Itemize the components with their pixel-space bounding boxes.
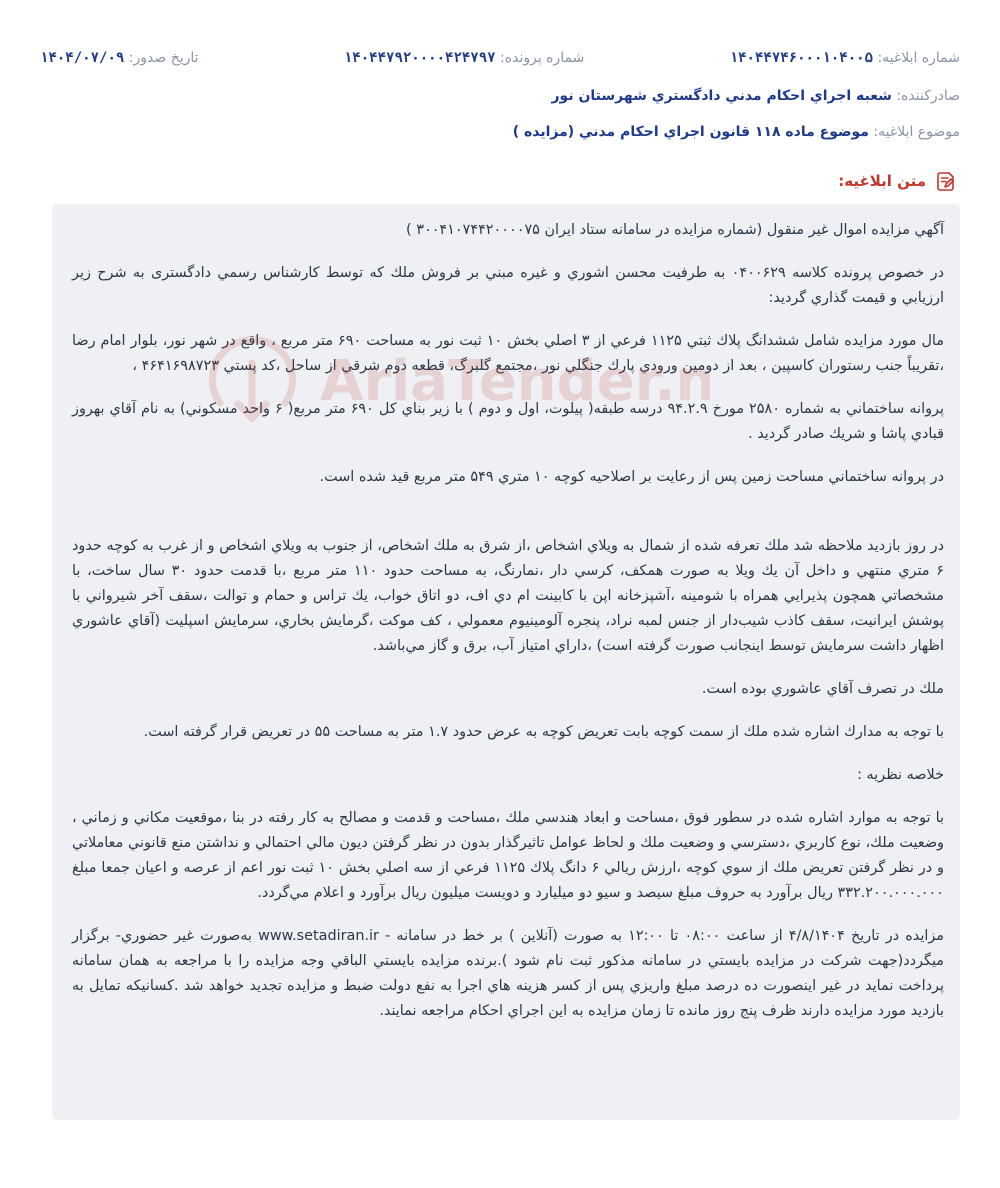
issue-date-label: تاريخ صدور:: [128, 50, 199, 66]
notice-paragraph: پروانه ساختماني به شماره ۲۵۸۰ مورخ ۹۴.۲.۹ درسه طبقه( پيلوت، اول و دوم ) با زير بناي كل ۶۹۰ متر مربع( ۶ واحد مسكوني) به نام آقاي بهروز قبادي پاشا و شريك صادر گرديد .: [72, 401, 944, 442]
notice-number-label: شماره ابلاغيه:: [877, 50, 960, 66]
issue-date-value: ۱۴۰۴/۰۷/۰۹: [40, 50, 125, 66]
notice-number-field: [730, 46, 960, 70]
case-number-label: شماره پرونده:: [500, 50, 585, 66]
issuer-label: صادرکننده:: [896, 88, 960, 104]
case-number-value: ۱۴۰۴۴۷۹۲۰۰۰۰۴۲۴۷۹۷: [343, 50, 496, 66]
notice-paragraph: مال مورد مزايده شامل ششدانگ پلاك ثبتي ۱۱۲۵ فرعي از ۳ اصلي بخش ۱۰ ثبت نور به مساحت ۶۹۰ متر مربع ، واقع در شهر نور، بلوار امام رضا ،تقريباً جنب رستوران كاسپين ، بعد از دومين ورودي پارك جنگلي نور ،مجتمع گلبرگ، قطعه دوم شرقي از ساحل ،كد پستي ۴۶۴۱۶۹۸۷۲۳ ،: [72, 333, 944, 374]
case-number-field: [344, 46, 585, 70]
subject-value: موضوع ماده ۱۱۸ قانون اجراي احكام مدني (مزايده ): [512, 124, 869, 140]
issue-date-field: [40, 46, 199, 70]
notice-body-panel: [52, 204, 960, 1120]
notice-paragraph: آگهي مزايده اموال غير منقول (شماره مزايده در سامانه ستاد ايران ۳۰۰۴۱۰۷۴۴۲۰۰۰۰۷۵ ): [406, 222, 944, 238]
notice-paragraph: در روز بازديد ملاحظه شد ملك تعرفه شده از شمال به ويلاي اشخاص ،از شرق به ملك اشخاص، از جنوب به ويلاي اشخاص و از غرب به كوچه حدود ۶ متري منتهي و داخل آن يك ويلا به صورت همكف، كرسي دار ،نمارنگ، به مساحت حدود ۱۱۰ متر مربع ،با قدمت حدود ۳۰ سال ساخت، با مشخصاتي همچون پذيرايي همراه با شومينه ،آشپزخانه اپن با كابينت ام دي اف، دو اتاق خواب، يك تراس و حمام و توالت ،سقف آخر شيرواني با پوشش ايرانيت، سقف كاذب شيب‌دار از جنس لمبه نراد، پنجره آلومينيوم معمولي ، كف موكت ،گرمايش بخاري، سرمايش اسپليت (آقاي عاشوري اظهار داشت سرمايش توسط اينجانب صورت گرفته است) ،داراي امتياز آب، برق و گاز مي‌باشد.: [72, 538, 944, 654]
document-edit-icon: [934, 170, 956, 192]
notice-paragraph: با توجه به موارد اشاره شده در سطور فوق ،مساحت و ابعاد هندسي ملك ،مساحت و قدمت و مصالح به كار رفته در بنا ،موقعيت مكاني و زماني ، وضعيت ملك، نوع كاربري ،دسترسي و وضعيت ملك و لحاظ عوامل تاثيرگذار بدون در نظر گرفتن ديون مالي احتمالي و نداشتن منع قانوني معاملاتي و در نظر گرفتن تعريض ملك از سوي كوچه ،ارزش ريالي ۶ دانگ پلاك ۱۱۲۵ فرعي از سه اصلي بخش ۱۰ ثبت نور اعم از عرصه و اعيان جمعا مبلغ ۳۳۲.۲۰۰.۰۰۰.۰۰۰ ريال برآورد به حروف مبلغ سيصد و سيو دو ميليارد و دويست ميليون ريال برآورد و اعلام مي‌گردد.: [72, 810, 945, 901]
notice-text-header: [838, 170, 956, 192]
issuer-value: شعبه اجراي احكام مدني دادگستري شهرستان نور: [551, 88, 892, 104]
notice-paragraph: مزايده در تاريخ ۴/۸/۱۴۰۴ از ساعت ۰۸:۰۰ تا ۱۲:۰۰ به صورت (آنلاين ) بر خط در سامانه - www.setadiran.ir به‌صورت غير حضوري- برگزار ميگردد(جهت شركت در مزايده بايستي در سامانه مذكور ثبت نام شود ).برنده مزايده بايستي الباقي وجه مزايده را با مراجعه به همان سامانه پرداخت نمايد در غير اينصورت ده درصد مبلغ واريزي پس از كسر هزينه هاي اجرا به نفع دولت ضبط و مزايده تجديد خواهد شد .كسانيكه تمايل به بازديد مورد مزايده دارند ظرف پنج روز مانده تا زمان مزايده به اين اجراي احكام مراجعه نمايند.: [72, 928, 944, 1019]
notice-meta-row: [40, 46, 960, 70]
subject-row: [40, 120, 960, 144]
notice-paragraph: در خصوص پرونده كلاسه ۰۴۰۰۶۲۹ به طرفيت محسن اشوري و غيره مبني بر فروش ملك كه توسط كارشناس رسمي دادگستری به شرح زير ارزيابي و قيمت گذاري گرديد:: [72, 265, 944, 306]
notice-paragraph: خلاصه نظريه :: [857, 767, 944, 783]
notice-paragraph: با توجه به مدارك اشاره شده ملك از سمت كوچه بابت تعريض كوچه به عرض حدود ۱.۷ متر به مساحت ۵۵ در تعريض قرار گرفته است.: [143, 724, 944, 740]
issuer-row: [40, 84, 960, 108]
notice-paragraph: در پروانه ساختماني مساحت زمين پس از رعايت بر اصلاحيه كوچه ۱۰ متري ۵۴۹ متر مربع قيد شده است.: [319, 469, 944, 485]
subject-label: موضوع ابلاغيه:: [873, 124, 960, 140]
notice-number-value: ۱۴۰۴۴۷۴۶۰۰۰۱۰۴۰۰۵: [729, 50, 873, 66]
notice-paragraph: ملك در تصرف آقاي عاشوري بوده است.: [701, 681, 944, 697]
notice-text-title: متن ابلاغيه:: [838, 172, 926, 190]
blank-paragraph: [72, 508, 944, 534]
